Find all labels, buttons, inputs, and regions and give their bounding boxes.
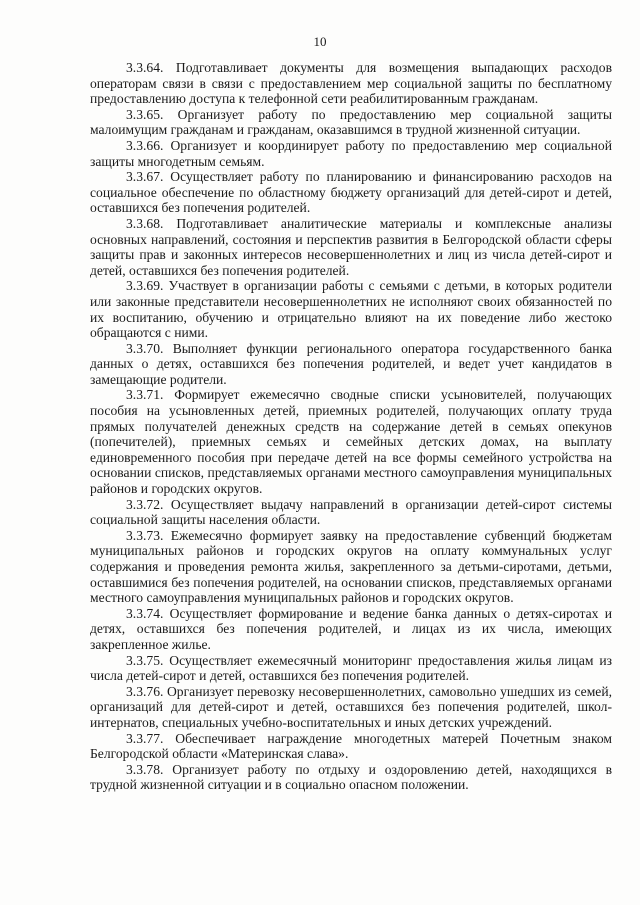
paragraph-number: 3.3.64. bbox=[126, 60, 164, 75]
paragraph-3-3-76 bbox=[90, 684, 612, 731]
paragraph-text: Обеспечивает награждение многодетных матерей Почетным знаком Белгородской области «Материнская слава». bbox=[90, 730, 612, 762]
paragraph-number: 3.3.69. bbox=[126, 278, 164, 294]
paragraph-3-3-74 bbox=[90, 606, 612, 653]
paragraph-number: 3.3.65. bbox=[126, 106, 164, 122]
paragraph-3-3-69 bbox=[90, 278, 612, 340]
paragraph-text: Осуществляет выдачу направлений в организации детей-сирот системы социальной защиты населения области. bbox=[90, 496, 613, 528]
paragraph-number: 3.3.66. bbox=[126, 137, 164, 153]
document-body bbox=[90, 60, 612, 793]
paragraph-number: 3.3.67. bbox=[126, 169, 164, 185]
paragraph-text: Организует работу по отдыху и оздоровлению детей, находящихся в трудной жизненной ситуации и в социально опасном положении. bbox=[90, 761, 612, 793]
paragraph-3-3-77 bbox=[90, 731, 612, 762]
paragraph-3-3-64 bbox=[90, 60, 612, 107]
paragraph-3-3-71 bbox=[90, 387, 612, 496]
paragraph-text: Организует перевозку несовершеннолетних, самовольно ушедших из семей, организаций для детей-сирот и детей, оставшихся без попечения родителей, школ-интернатов, специальных учебно-воспитательных и иных детских учреждений. bbox=[90, 683, 612, 730]
paragraph-text: Осуществляет ежемесячный мониторинг предоставления жилья лицам из числа детей-сирот и детей, оставшихся без попечения родителей. bbox=[90, 652, 612, 684]
paragraph-text: Осуществляет работу по планированию и финансированию расходов на социальное обеспечение по областному бюджету организаций для детей-сирот и детей, оставшихся без попечения родителей. bbox=[90, 169, 612, 216]
paragraph-number: 3.3.74. bbox=[126, 605, 164, 621]
paragraph-text: Формирует ежемесячно сводные списки усыновителей, получающих пособия на усыновленных детей, приемных родителей, получающих оплату труда прямых получателей денежных средств на содержание детей в семьях опекунов (попечителей), приемных семьях и семейных детских домах, на выплату единовременного пособия при передаче детей на все формы семейного устройства на основании списков, представляемых органами местного самоуправления муниципальных районов и городских округов. bbox=[90, 387, 612, 497]
paragraph-number: 3.3.71. bbox=[126, 387, 164, 403]
paragraph-number: 3.3.77. bbox=[126, 730, 164, 746]
paragraph-3-3-73 bbox=[90, 528, 612, 606]
paragraph-3-3-65 bbox=[90, 107, 612, 138]
paragraph-text: Организует и координирует работу по предоставлению мер социальной защиты многодетным семьям. bbox=[90, 137, 612, 169]
page-number: 10 bbox=[313, 34, 327, 49]
paragraph-3-3-75 bbox=[90, 653, 612, 684]
paragraph-3-3-78 bbox=[90, 762, 612, 793]
paragraph-number: 3.3.78. bbox=[126, 761, 164, 777]
paragraph-number: 3.3.75. bbox=[126, 652, 164, 668]
paragraph-text: Осуществляет формирование и ведение банка данных о детях-сиротах и детях, оставшихся без попечения родителей, и лицах из их числа, имеющих закрепленное жилье. bbox=[90, 605, 612, 652]
paragraph-3-3-66 bbox=[90, 138, 612, 169]
paragraph-text: Подготавливает документы для возмещения выпадающих расходов операторам связи в связи с предоставлением мер социальной защиты по бесплатному предоставлению доступа к телефонной сети реабилитированным гражданам. bbox=[90, 60, 612, 107]
paragraph-text: Организует работу по предоставлению мер социальной защиты малоимущим гражданам и гражданам, оказавшимся в трудной жизненной ситуации. bbox=[90, 106, 612, 138]
paragraph-number: 3.3.68. bbox=[126, 215, 164, 231]
paragraph-text: Ежемесячно формирует заявку на предоставление субвенций бюджетам муниципальных районов и городских округов на оплату коммунальных услуг содержания и проведения ремонта жилья, закрепленного за детьми-сиротами, детьми, оставшимися без попечения родителей, на основании списков, представляемых органами местного самоуправления муниципальных районов и городских округов. bbox=[90, 527, 612, 606]
paragraph-number: 3.3.72. bbox=[126, 496, 164, 512]
paragraph-text: Подготавливает аналитические материалы и комплексные анализы основных направлений, состояния и перспектив развития в Белгородской области сферы защиты прав и законных интересов несовершеннолетних и лиц из числа детей-сирот и детей, оставшихся без попечения родителей. bbox=[90, 215, 612, 278]
paragraph-3-3-68 bbox=[90, 216, 612, 278]
paragraph-number: 3.3.76. bbox=[126, 683, 164, 699]
paragraph-3-3-72 bbox=[90, 497, 612, 528]
paragraph-text: Участвует в организации работы с семьями с детьми, в которых родители или законные представители несовершеннолетних не исполняют своих обязанностей по их воспитанию, обучению и отрицательно влияют на их поведение либо жестоко обращаются с ними. bbox=[90, 278, 612, 341]
paragraph-3-3-67 bbox=[90, 169, 612, 216]
paragraph-3-3-70 bbox=[90, 341, 612, 388]
paragraph-number: 3.3.70. bbox=[126, 340, 164, 356]
paragraph-number: 3.3.73. bbox=[126, 527, 164, 543]
paragraph-text: Выполняет функции регионального оператора государственного банка данных о детях, оставшихся без попечения родителей, и ведет учет кандидатов в замещающие родители. bbox=[90, 340, 612, 387]
